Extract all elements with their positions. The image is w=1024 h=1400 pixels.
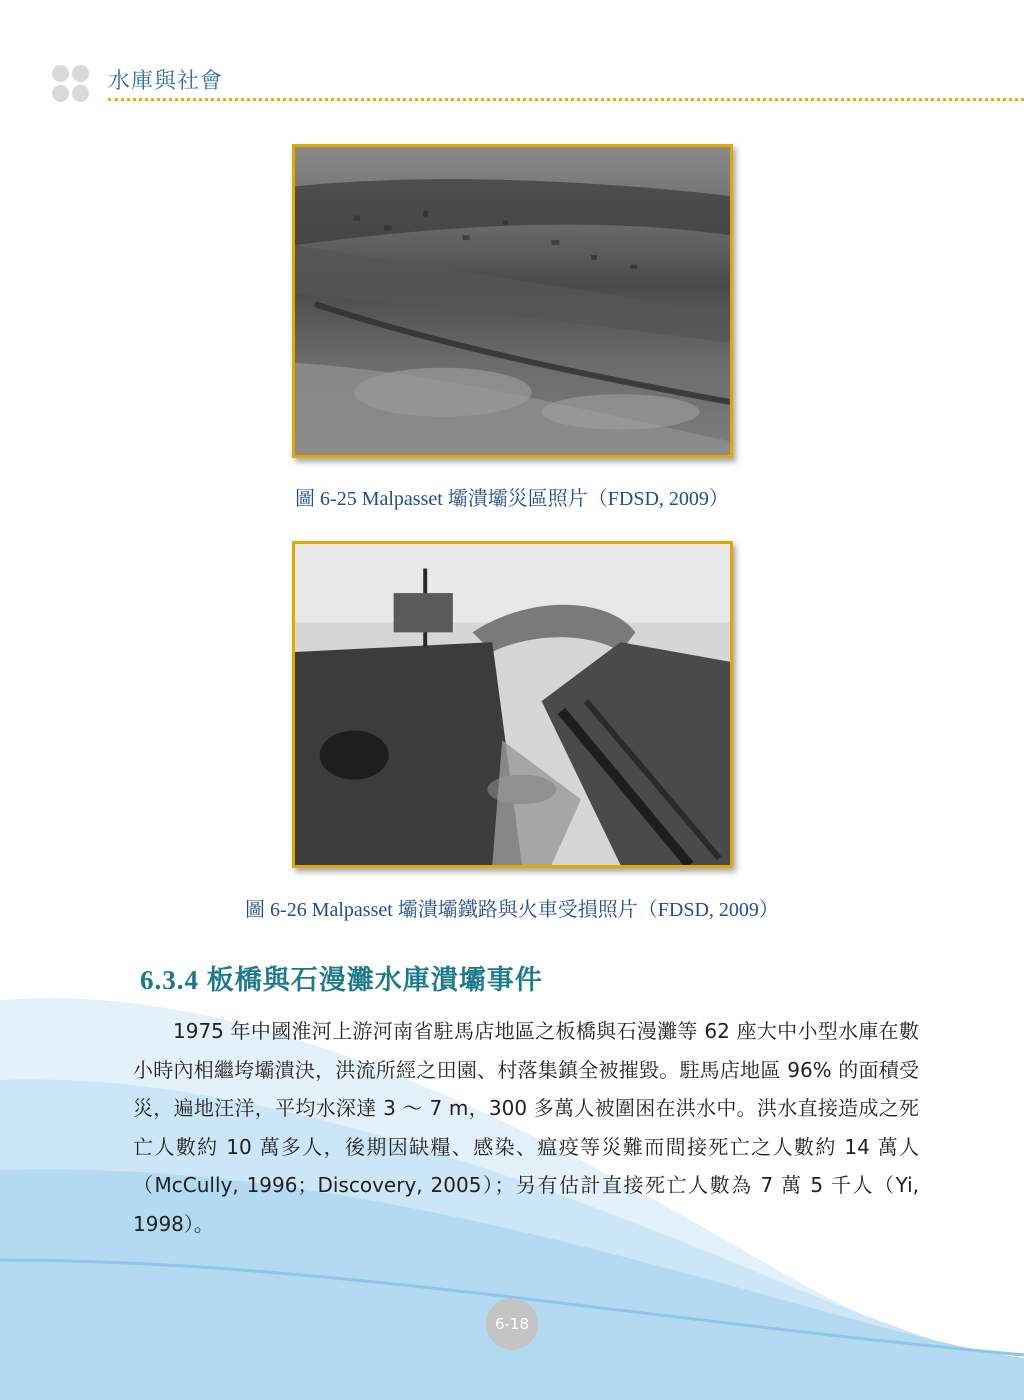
figure-6-25-caption: 圖 6-25 Malpasset 壩潰壩災區照片（FDSD, 2009） — [295, 488, 729, 510]
page-header — [52, 62, 1024, 104]
header-dots-logo — [52, 65, 90, 103]
section-paragraph: 1975 年中國淮河上游河南省駐馬店地區之板橋與石漫灘等 62 座大中小型水庫在數小時內相繼垮壩潰決，洪流所經之田園、村落集鎮全被摧毀。駐馬店地區 96% 的面積受災，遍地汪洋，平均水深達 3 ～ 7 m，300 多萬人被圍困在洪水中。洪水直接造成之死亡人數約 10 萬多人，後期因缺糧、感染、瘟疫等災難而間接死亡之人數約 14 萬人（McCully, 1996；Discovery, 2005）；另有估計直接死亡人數為 7 萬 5 千人（Yi, 1998）。 — [133, 1019, 919, 1236]
damaged-railway-photo-image — [295, 544, 730, 865]
figure-6-25-photo — [292, 144, 733, 458]
section-heading: 6.3.4 板橋與石漫灘水庫潰壩事件 — [140, 965, 543, 995]
figure-6-26-caption: 圖 6-26 Malpasset 壩潰壩鐵路與火車受損照片（FDSD, 2009） — [245, 899, 779, 921]
page-number-badge: 6-18 — [486, 1298, 538, 1350]
figure-6-26-photo — [292, 541, 733, 868]
chapter-title: 水庫與社會 — [108, 69, 224, 94]
header-dotted-rule — [108, 98, 1024, 101]
flood-area-photo-image — [295, 147, 730, 455]
